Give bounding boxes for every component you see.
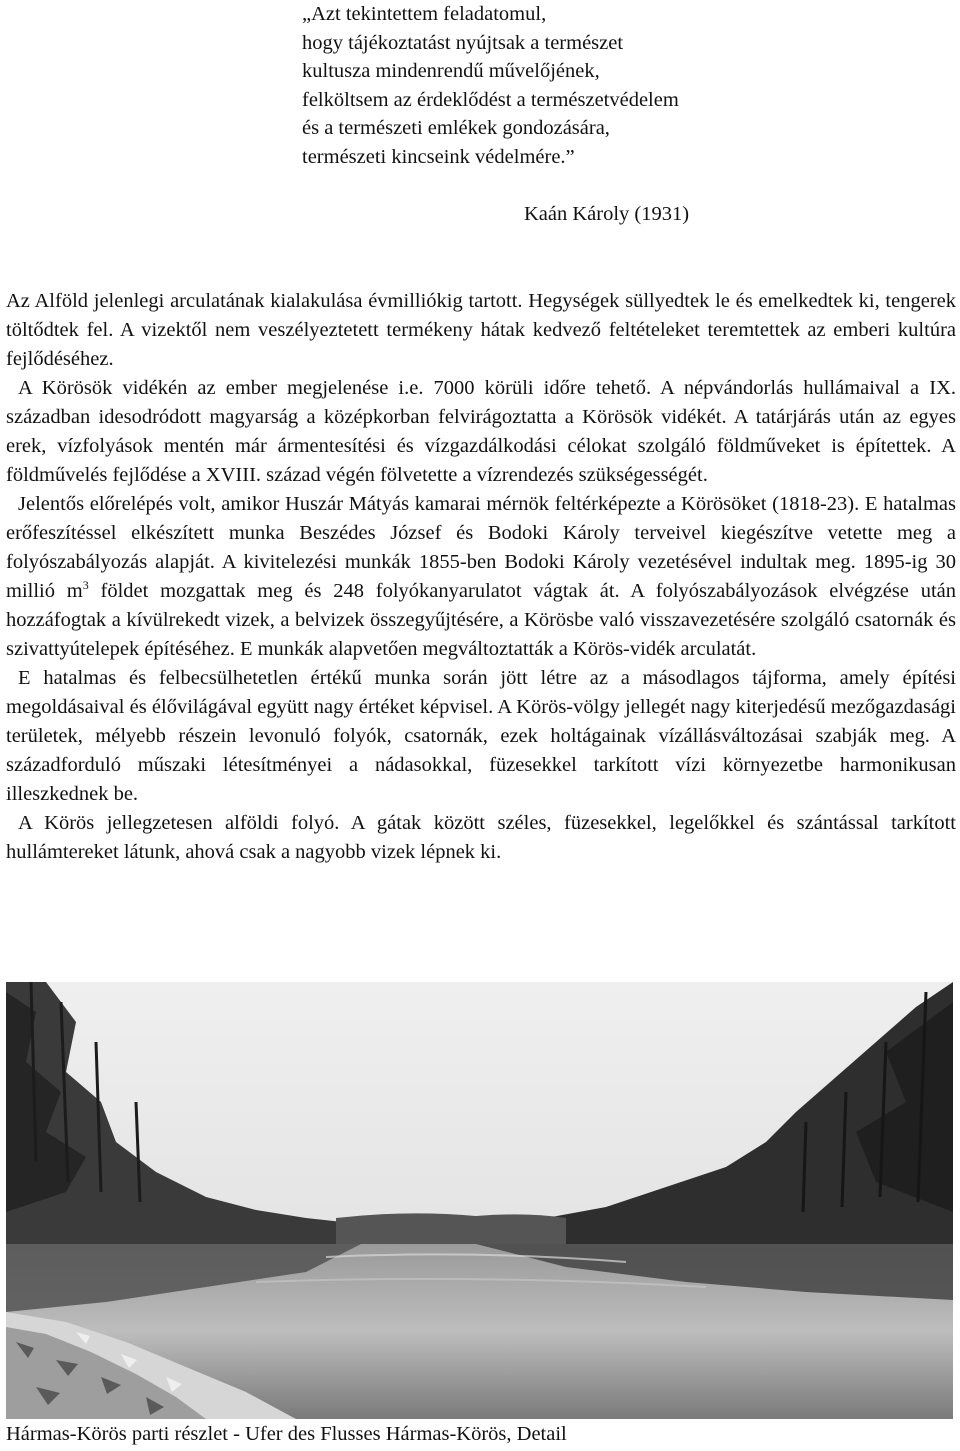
body-text — [6, 287, 956, 867]
paragraph: A Körösök vidékén az ember megjelenése i.e. 7000 körüli időre tehető. A népvándorlás hullámaival a IX. században idesodródott magyarság a középkorban felvirágoztatta a Körösök vidékét. A tatárjárás után az egyes erek, vízfolyások mentén már ármentesítési és vízgazdálkodási célokat szolgáló földműveket is építettek. A földművelés fejlődése a XVIII. század végén fölvetette a vízrendezés szükségességét. — [6, 377, 956, 486]
river-landscape-photo-icon — [6, 982, 953, 1419]
paragraph: E hatalmas és felbecsülhetetlen értékű munka során jött létre az a másodlagos tájforma, amely építési megoldásaival és élővilágával együtt nagy értéket képvisel. A Körös-völgy jellegét nagy kiterjedésű mezőgazdasági területek, mélyebb részein levonuló folyók, csatornák, ezek holtágainak vízállásváltozásai szabják meg. A századforduló műszaki létesítményei a nádasokkal, füzesekkel tarkított vízi környezetbe harmonikusan illeszkednek be. — [6, 667, 956, 805]
quote-line: „Azt tekintettem feladatomul, — [302, 3, 547, 25]
quote-line: hogy tájékoztatást nyújtsak a természet — [302, 31, 624, 54]
paragraph-text: földet mozgattak meg és 248 folyókanyarulatot vágtak át. A folyószabályozások elvégzése után hozzáfogtak a kívülrekedt vizek, a belvizek összegyűjtésére, a Körösbe való visszavezetésére szolgáló csatornák és szivattyútelepek építéséhez. E munkák alapvetően megváltoztatták a Körös-vidék arculatát. — [6, 580, 956, 660]
paragraph: Az Alföld jelenlegi arculatának kialakulása évmilliókig tartott. Hegységek süllyedtek le és emelkedtek ki, tengerek töltődtek fel. A vizektől nem veszélyeztetett termékeny hátak kedvező feltételeket teremtettek az emberi kultúra fejlődéséhez. — [6, 290, 956, 370]
superscript: 3 — [82, 578, 89, 593]
quote-line: felköltsem az érdeklődést a természetvédelem — [302, 88, 679, 111]
quote-line: kultusza mindenrendű művelőjének, — [302, 60, 600, 83]
epigraph-quote — [302, 0, 762, 172]
quote-line: és a természeti emlékek gondozására, — [302, 117, 610, 140]
quote-attribution: Kaán Károly (1931) — [524, 203, 690, 225]
paragraph-text: Jelentős előrelépés volt, amikor Huszár Mátyás kamarai mérnök feltérképezte a Körösöket (1818-23). E hatalmas erőfeszítéssel elkészített munka Beszédes József és Bodoki Károly terveivel kiegészítve vetette meg a folyószabályozás alapját. A kivitelezési munkák 1855-ben Bodoki Károly vezetésével indultak meg. 1895-ig 30 millió m — [6, 493, 956, 602]
paragraph — [6, 490, 956, 664]
quote-line: természeti kincseink védelmére.” — [302, 145, 575, 168]
paragraph: A Körös jellegzetesen alföldi folyó. A gátak között széles, füzesekkel, legelőkkel és szántással tarkított hullámtereket látunk, ahová csak a nagyobb vizek lépnek ki. — [6, 812, 956, 863]
river-photo — [6, 982, 953, 1419]
photo-caption: Hármas-Körös parti részlet - Ufer des Flusses Hármas-Körös, Detail — [6, 1423, 567, 1445]
